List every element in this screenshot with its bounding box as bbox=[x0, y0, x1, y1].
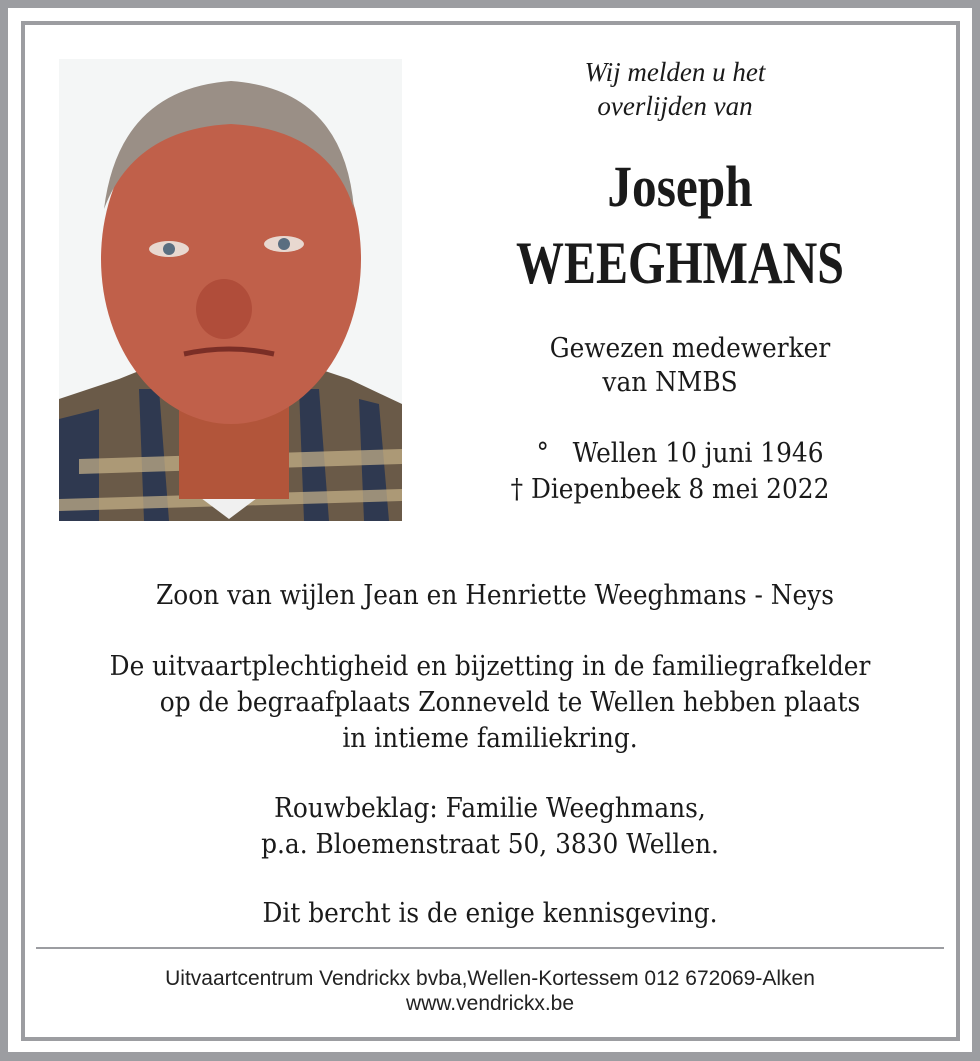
death-symbol: † bbox=[510, 474, 524, 505]
death-date: Diepenbeek 8 mei 2022 bbox=[530, 474, 830, 505]
only-notice-text: Dit bercht is de enige kennisgeving. bbox=[262, 898, 718, 929]
divider bbox=[36, 947, 944, 949]
occupation-line-2: van NMBS bbox=[602, 367, 738, 398]
ceremony-line-1: De uitvaartplechtigheid en bijzetting in de familiegrafkelder bbox=[109, 651, 871, 682]
birth-line bbox=[524, 437, 837, 471]
intro-text bbox=[540, 55, 810, 123]
ceremony-line-3: in intieme familiekring. bbox=[342, 723, 638, 754]
footer-company: Uitvaartcentrum Vendrickx bvba,Wellen-Kortessem 012 672069-Alken bbox=[165, 967, 815, 990]
condolence-line-2: p.a. Bloemenstraat 50, 3830 Wellen. bbox=[261, 829, 719, 860]
intro-line-1: Wij melden u het bbox=[584, 57, 766, 87]
occupation-line-1: Gewezen medewerker bbox=[549, 333, 831, 364]
birth-symbol: ° bbox=[536, 438, 549, 469]
ceremony-line-2: op de begraafplaats Zonneveld te Wellen hebben plaats bbox=[159, 687, 861, 718]
last-name: WEEGHMANS bbox=[515, 230, 845, 296]
portrait-photo bbox=[59, 59, 402, 521]
birth-date: Wellen 10 juni 1946 bbox=[572, 438, 824, 469]
footer-website[interactable]: www.vendrickx.be bbox=[405, 992, 575, 1015]
first-name: Joseph bbox=[607, 154, 753, 219]
condolence-line-1: Rouwbeklag: Familie Weeghmans, bbox=[274, 793, 706, 824]
parents-text: Zoon van wijlen Jean en Henriette Weeghmans - Neys bbox=[156, 580, 834, 611]
death-line bbox=[504, 473, 835, 507]
intro-line-2: overlijden van bbox=[597, 91, 753, 121]
